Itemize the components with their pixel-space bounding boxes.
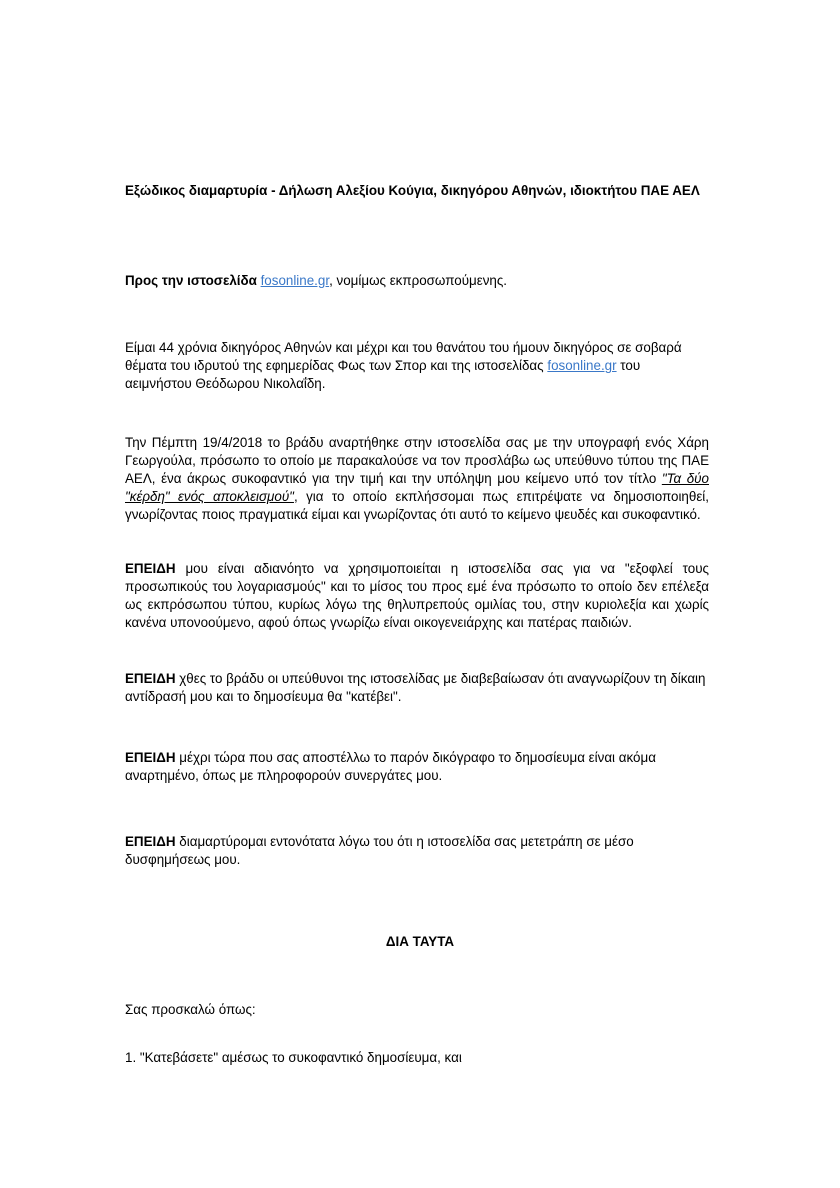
whereas-text: χθες το βράδυ οι υπεύθυνοι της ιστοσελίδας με διαβεβαίωσαν ότι αναγνωρίζουν τη δίκαιη αντίδρασή μου και το δημοσίευμα θα "κατέβει".	[125, 671, 706, 704]
conclusion-heading: ΔΙΑ ΤΑΥΤΑ	[385, 934, 455, 949]
whereas-paragraph-3	[125, 749, 709, 785]
whereas-keyword: ΕΠΕΙΔΗ	[125, 834, 176, 849]
whereas-paragraph-1	[125, 560, 709, 632]
whereas-keyword: ΕΠΕΙΔΗ	[125, 561, 176, 576]
document-title: Εξώδικος διαμαρτυρία - Δήλωση Αλεξίου Κούγια, δικηγόρου Αθηνών, ιδιοκτήτου ΠΑΕ ΑΕΛ	[125, 183, 700, 198]
article-text-after: , για το οποίο εκπλήσσομαι πως επιτρέψατε να δημοσιοποιηθεί, γνωρίζοντας ποιος πραγματικά είμαι και γνωρίζοντας ότι αυτό το κείμενο ψευδές και συκοφαντικό.	[125, 489, 709, 522]
whereas-paragraph-2	[125, 670, 709, 706]
article-quoted-title: "Τα δύο "κέρδη" ενός αποκλεισμού"	[125, 471, 709, 504]
invitation-line: Σας προσκαλώ όπως:	[125, 1002, 256, 1017]
addressee-suffix: , νομίμως εκπροσωπούμενης.	[329, 273, 508, 288]
whereas-paragraph-4	[125, 833, 709, 869]
article-text-before: Την Πέμπτη 19/4/2018 το βράδυ αναρτήθηκε στην ιστοσελίδα σας με την υπογραφή ενός Χάρη Γεωργούλα, πρόσωπο το οποίο με παρακαλούσε να τον προσλάβω ως υπεύθυνο τύπου της ΠΑΕ ΑΕΛ, ένα άκρως συκοφαντικό για την τιμή και την υπόληψη μου κείμενο υπό τον τίτλο	[125, 435, 709, 486]
demand-item-1: 1. "Κατεβάσετε" αμέσως το συκοφαντικό δημοσίευμα, και	[125, 1050, 462, 1065]
article-paragraph	[125, 434, 709, 524]
whereas-text: μου είναι αδιανόητο να χρησιμοποιείται η ιστοσελίδα σας για να "εξοφλεί τους προσωπικούς του λογαριασμούς" και το μίσος του προς εμέ ένα πρόσωπο το οποίο δεν επέλεξα ως εκπρόσωπου τύπου, κυρίως λόγω της θηλυπρεπούς ομιλίας του, στην κυριολεξία και χωρίς κανένα υπονοούμενο, αφού όπως γνωρίζω είναι οικογενειάρχης και πατέρας παιδιών.	[125, 561, 709, 630]
whereas-keyword: ΕΠΕΙΔΗ	[125, 671, 176, 686]
intro-link[interactable]: fosonline.gr	[547, 358, 617, 373]
whereas-text: μέχρι τώρα που σας αποστέλλω το παρόν δικόγραφο το δημοσίευμα είναι ακόμα αναρτημένο, όπως με πληροφορούν συνεργάτες μου.	[125, 750, 656, 783]
intro-text-before: Είμαι 44 χρόνια δικηγόρος Αθηνών και μέχρι και του θανάτου του ήμουν δικηγόρος σε σοβαρά θέματα του ιδρυτού της εφημερίδας Φως των Σπορ και της ιστοσελίδας	[125, 340, 682, 373]
intro-paragraph	[125, 339, 709, 393]
whereas-keyword: ΕΠΕΙΔΗ	[125, 750, 176, 765]
addressee-link[interactable]: fosonline.gr	[260, 273, 330, 288]
intro-text-after: του αειμνήστου Θεόδωρου Νικολαΐδη.	[125, 358, 641, 391]
addressee-line	[125, 272, 709, 290]
addressee-prefix: Προς την ιστοσελίδα	[125, 273, 257, 288]
whereas-text: διαμαρτύρομαι εντονότατα λόγω του ότι η ιστοσελίδα σας μετετράπη σε μέσο δυσφημήσεως μου.	[125, 834, 634, 867]
